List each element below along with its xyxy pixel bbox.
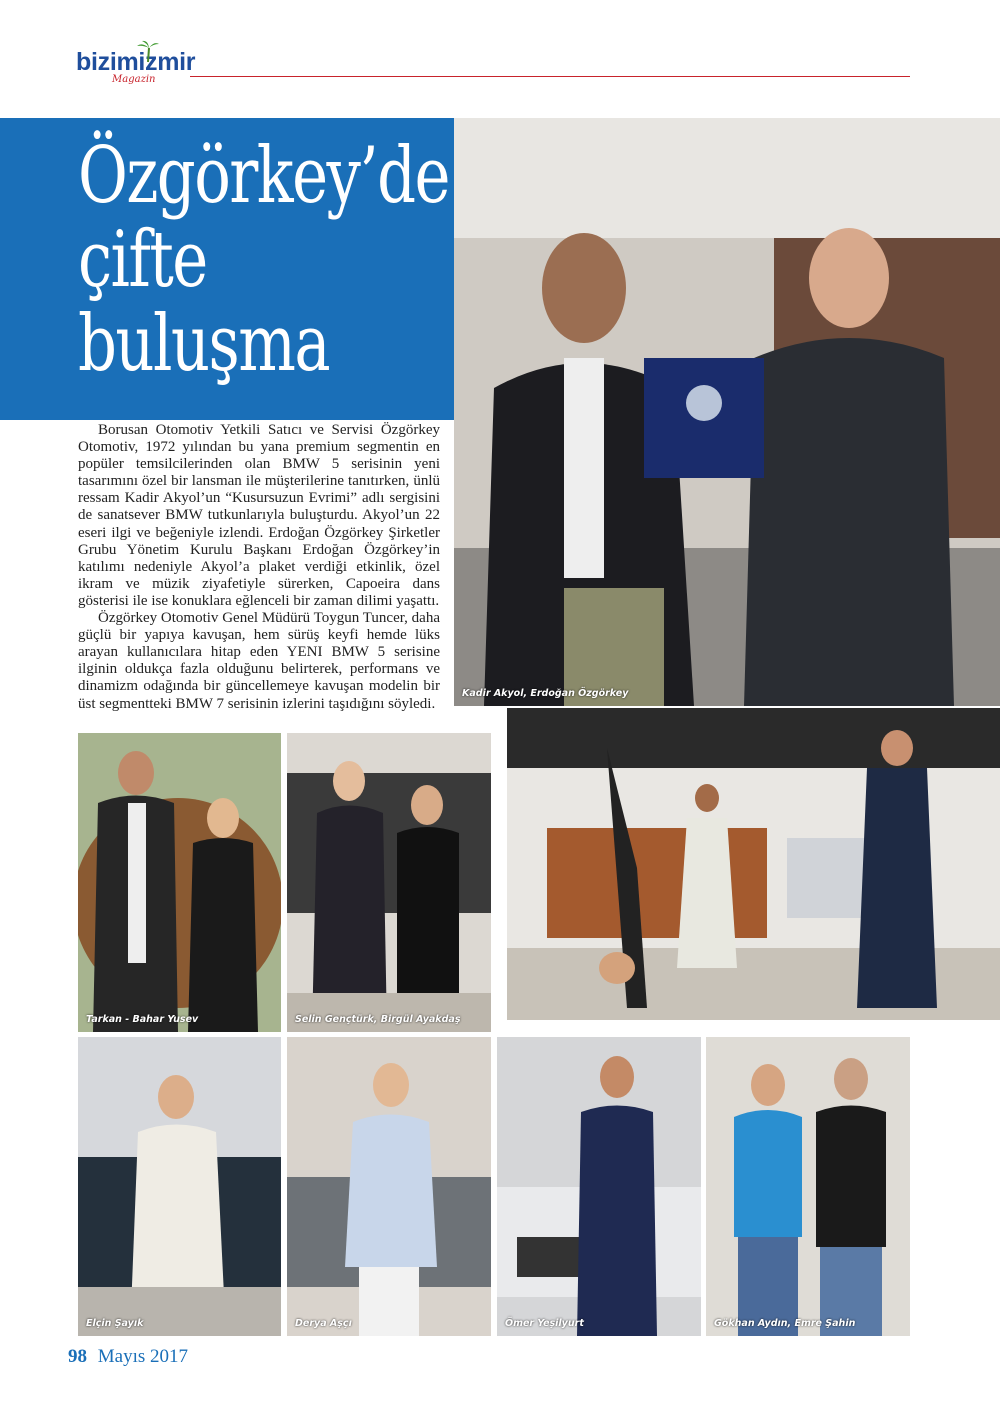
photo-4-image: [78, 1037, 281, 1336]
photo-2-image: [287, 733, 491, 1032]
photo-main-image: [454, 118, 1000, 706]
page-footer: [68, 1346, 188, 1368]
photo-7: [706, 1037, 910, 1336]
photo-3-image: [507, 708, 1000, 1020]
photo-caption: Elçin Şayık: [86, 1318, 144, 1329]
photo-1-image: [78, 733, 281, 1032]
issue-date: Mayıs 2017: [97, 1346, 188, 1367]
photo-caption: Ömer Yeşilyurt: [505, 1318, 584, 1329]
photo-caption: Derya Aşçı: [295, 1318, 352, 1329]
photo-7-image: [706, 1037, 910, 1336]
photo-5-image: [287, 1037, 491, 1336]
photo-main: [454, 118, 1000, 706]
header-rule: [190, 76, 910, 77]
photo-3: [507, 708, 1000, 1020]
photo-6-image: [497, 1037, 701, 1336]
article-body: [78, 422, 440, 713]
title-line: buluşma: [78, 299, 330, 389]
photo-1: [78, 733, 281, 1032]
photo-2: [287, 733, 491, 1032]
photo-5: [287, 1037, 491, 1336]
photo-6: [497, 1037, 701, 1336]
title-line: Özgörkey’de: [78, 131, 449, 221]
article-paragraph: Borusan Otomotiv Yetkili Satıcı ve Servisi Özgörkey Otomotiv, 1972 yılından bu yana premium segmentin en popüler temsilcilerinden olan BMW 5 serisinin yeni tasarımını özel bir lansman ile müşterilerine tanıtırken, ünlü ressam Kadir Akyol’un “Kusursuzun Evrimi” adlı sergisini de sanatsever BMW tutkunlarıyla buluşturdu. Akyol’un 22 eseri ilgi ve beğeniyle izlendi. Erdoğan Özgörkey Şirketler Grubu Yönetim Kurulu Başkanı Erdoğan Özgörkey’in katılımı nedeniyle Akyol’a plaket verdiği etkinlik, özel ikram ve müzik ziyafetiyle sürerken, Capoeira dans gösterisi ile ise konuklara eğlenceli bir zaman dilimi yaşattı.: [78, 422, 440, 609]
article-title: [78, 131, 449, 389]
photo-caption: Gökhan Aydın, Emre Şahin: [714, 1318, 856, 1329]
magazine-logo: [76, 48, 206, 92]
photo-caption: Kadir Akyol, Erdoğan Özgörkey: [462, 688, 629, 699]
article-paragraph: Özgörkey Otomotiv Genel Müdürü Toygun Tuncer, daha güçlü bir yapıya kavuşan, hem sürüş keyfi hemde lüks arayan kullanıcılara hitap eden YENI BMW 5 serisine ilginin oldukça fazla olduğunu belirterek, performans ve dinamizm odağında bir güncellemeye kavuşan modelin bir üst segmentteki BMW 7 serisinin izlerini taşıdığını söyledi.: [78, 610, 440, 712]
title-line: çifte: [78, 215, 207, 305]
logo-sub: Magazin: [112, 74, 156, 85]
page-number: 98: [68, 1346, 87, 1367]
photo-caption: Tarkan - Bahar Yusev: [86, 1014, 199, 1025]
palm-icon: [136, 40, 160, 62]
photo-4: [78, 1037, 281, 1336]
logo-name: bizimizmir: [76, 48, 196, 76]
photo-caption: Selin Gençtürk, Birgül Ayakdaş: [295, 1014, 461, 1025]
